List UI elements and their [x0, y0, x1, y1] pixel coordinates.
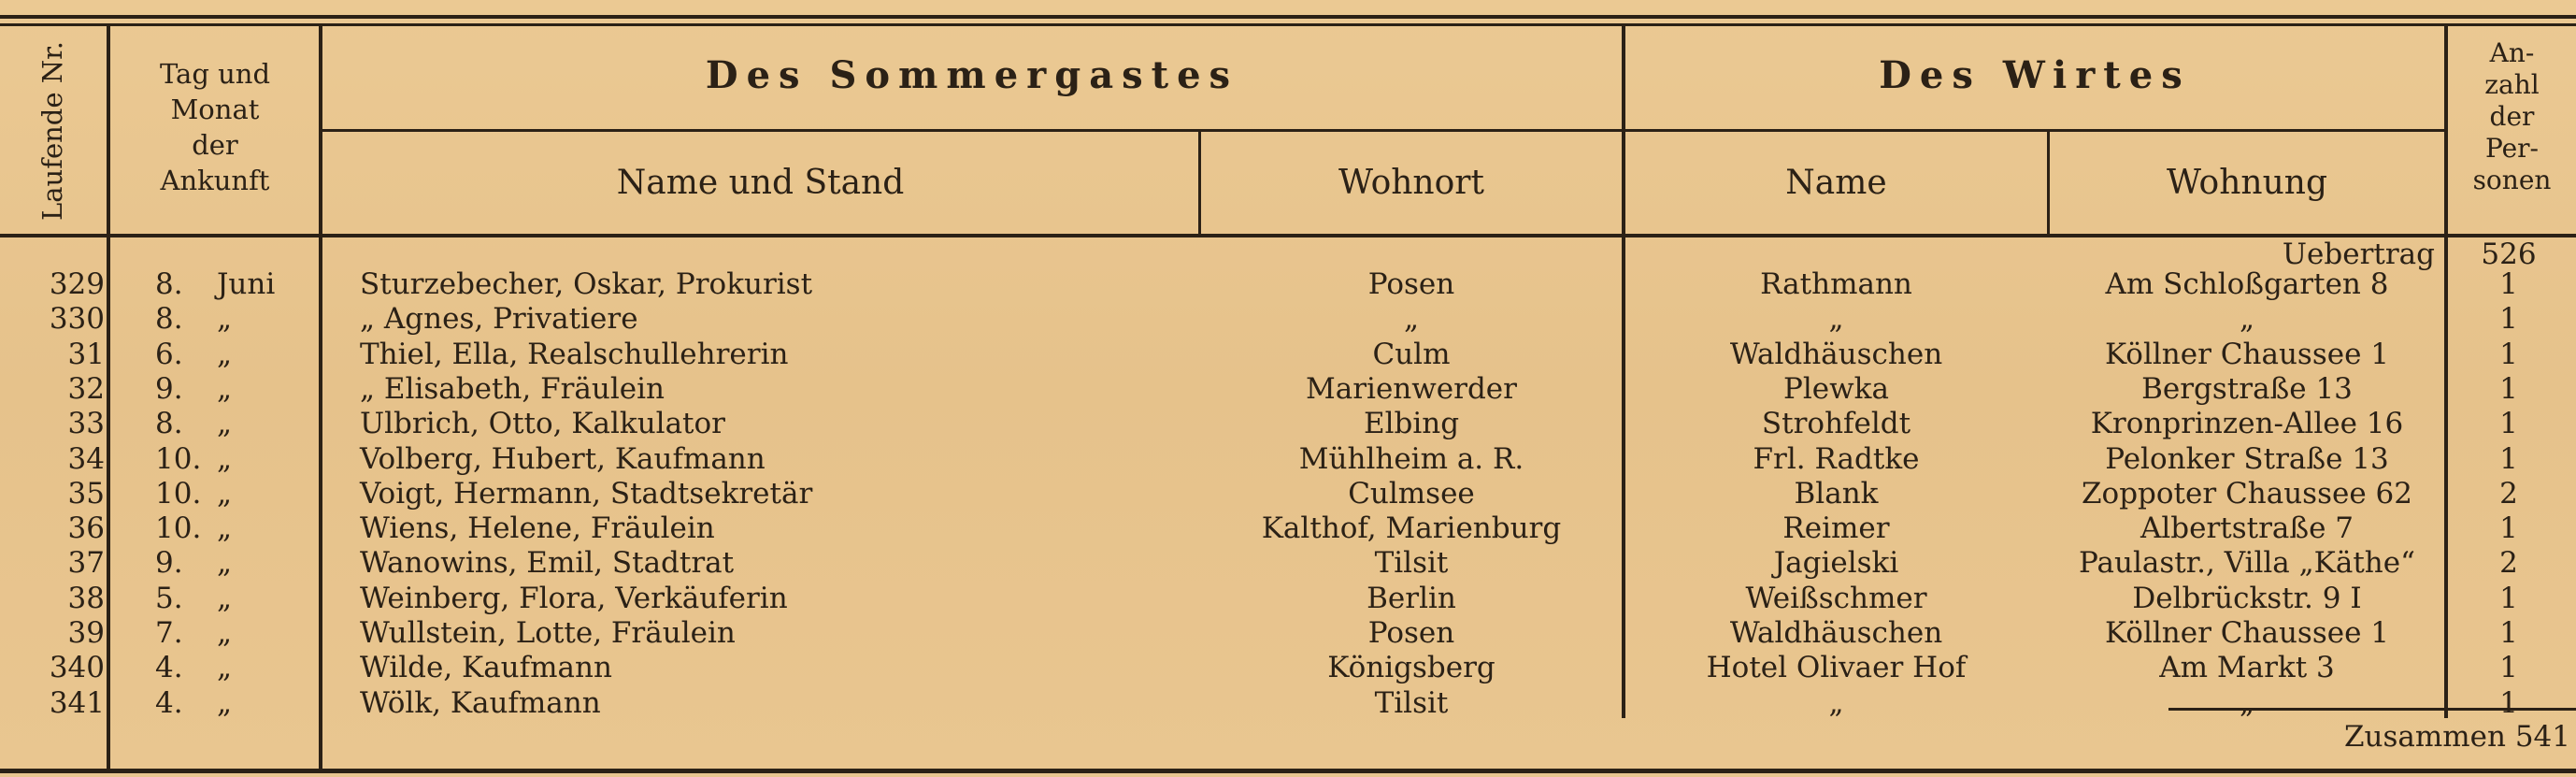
- cell-host-name: Blank: [1794, 476, 1879, 511]
- header-bottom-rule: [0, 234, 2576, 237]
- cell-month: „: [217, 685, 233, 720]
- cell-host-name: Jagielski: [1773, 546, 1899, 581]
- cell-nr: 33: [67, 407, 105, 441]
- cell-host-address: Pelonker Straße 13: [2105, 441, 2389, 476]
- table-row: [0, 685, 2576, 721]
- cell-host-name: Plewka: [1783, 371, 1889, 406]
- cell-day: 10.: [155, 476, 202, 511]
- cell-day: 8.: [155, 267, 183, 301]
- header-host-group: Des Wirtes: [1879, 53, 2191, 97]
- cell-host-name: Frl. Radtke: [1753, 441, 1920, 476]
- cell-count: 1: [2499, 371, 2518, 406]
- cell-host-name: „: [1828, 685, 1844, 720]
- cell-day: 4.: [155, 685, 183, 720]
- cell-host-address: Zoppoter Chaussee 62: [2082, 476, 2412, 511]
- cell-nr: 31: [67, 337, 105, 371]
- header-laufende-nr: Laufende Nr.: [36, 40, 68, 222]
- cell-count: 1: [2499, 511, 2518, 546]
- cell-host-name: Reimer: [1782, 511, 1890, 546]
- total-line: [2225, 720, 2570, 754]
- cell-guest-name: Thiel, Ella, Realschullehrerin: [360, 337, 789, 371]
- cell-count: 1: [2499, 302, 2518, 337]
- cell-month: „: [217, 337, 233, 371]
- cell-day: 9.: [155, 371, 183, 406]
- cell-month: „: [217, 371, 233, 406]
- header-guest-group: Des Sommergastes: [705, 53, 1239, 97]
- cell-count: 1: [2499, 337, 2518, 371]
- cell-guest-name: Wullstein, Lotte, Fräulein: [360, 616, 736, 650]
- cell-nr: 36: [67, 511, 105, 546]
- total-value: 541: [2514, 720, 2570, 754]
- cell-guest-place: Kalthof, Marienburg: [1261, 511, 1562, 546]
- cell-nr: 38: [67, 581, 105, 615]
- cell-guest-place: Elbing: [1363, 407, 1460, 441]
- cell-guest-place: Mühlheim a. R.: [1298, 441, 1524, 476]
- cell-host-address: Delbrückstr. 9 I: [2132, 581, 2362, 615]
- cell-month: Juni: [217, 267, 276, 301]
- cell-guest-name: Wilde, Kaufmann: [360, 651, 612, 685]
- cell-month: „: [217, 581, 233, 615]
- carryover-value: 526: [2481, 237, 2537, 271]
- table-row: [0, 266, 2576, 302]
- cell-host-address: Albertstraße 7: [2140, 511, 2354, 546]
- cell-guest-name: Wölk, Kaufmann: [360, 685, 601, 720]
- cell-day: 4.: [155, 651, 183, 685]
- cell-count: 1: [2499, 267, 2518, 301]
- cell-host-address: Paulastr., Villa „Käthe“: [2079, 546, 2415, 581]
- cell-host-address: Bergstraße 13: [2141, 371, 2353, 406]
- cell-count: 1: [2499, 581, 2518, 615]
- cell-host-name: Hotel Olivaer Hof: [1706, 651, 1967, 685]
- table-row: [0, 406, 2576, 441]
- cell-guest-place: Königsberg: [1327, 651, 1496, 685]
- cell-guest-place: Posen: [1367, 616, 1455, 650]
- cell-month: „: [217, 441, 233, 476]
- cell-host-name: Rathmann: [1760, 267, 1912, 301]
- cell-count: 2: [2499, 546, 2518, 581]
- cell-guest-place: Tilsit: [1374, 685, 1449, 720]
- cell-day: 8.: [155, 302, 183, 337]
- cell-nr: 341: [49, 685, 105, 720]
- group-rule: [322, 129, 2444, 132]
- cell-month: „: [217, 546, 233, 581]
- table-row: [0, 371, 2576, 407]
- top-rule-thin: [0, 23, 2576, 26]
- cell-month: „: [217, 407, 233, 441]
- header-host-name: Name: [1785, 164, 1887, 202]
- table-row: [0, 545, 2576, 581]
- cell-guest-place: Posen: [1367, 267, 1455, 301]
- cell-day: 5.: [155, 581, 183, 615]
- table-row: [0, 337, 2576, 372]
- cell-day: 10.: [155, 441, 202, 476]
- total-label: Zusammen: [2343, 720, 2506, 754]
- cell-guest-name: Volberg, Hubert, Kaufmann: [360, 441, 766, 476]
- cell-guest-name: Weinberg, Flora, Verkäuferin: [360, 581, 788, 615]
- carryover-label: Uebertrag: [2282, 237, 2435, 271]
- cell-guest-name: Sturzebecher, Oskar, Prokurist: [360, 267, 813, 301]
- cell-host-address: „: [2239, 685, 2255, 720]
- cell-nr: 32: [67, 371, 105, 406]
- cell-guest-place: „: [1403, 302, 1420, 337]
- cell-month: „: [217, 476, 233, 511]
- cell-month: „: [217, 616, 233, 650]
- table-row: [0, 650, 2576, 685]
- cell-day: 8.: [155, 407, 183, 441]
- cell-host-name: Waldhäuschen: [1729, 616, 1943, 650]
- cell-host-name: Weißschmer: [1745, 581, 1927, 615]
- cell-nr: 330: [49, 302, 105, 337]
- table-row: [0, 581, 2576, 616]
- header-count: An- zahl der Per- sonen: [2472, 37, 2552, 195]
- table-row: [0, 301, 2576, 337]
- cell-count: 1: [2499, 685, 2518, 720]
- cell-host-address: Köllner Chaussee 1: [2104, 616, 2390, 650]
- cell-guest-place: Culm: [1372, 337, 1451, 371]
- cell-month: „: [217, 651, 233, 685]
- cell-count: 1: [2499, 651, 2518, 685]
- cell-guest-place: Tilsit: [1374, 546, 1449, 581]
- table-row: [0, 511, 2576, 546]
- table-row: [0, 476, 2576, 511]
- cell-count: 1: [2499, 616, 2518, 650]
- bottom-rule: [0, 769, 2576, 773]
- cell-nr: 39: [67, 616, 105, 650]
- cell-guest-place: Berlin: [1367, 581, 1456, 615]
- cell-guest-name: „ Agnes, Privatiere: [360, 302, 638, 337]
- cell-day: 6.: [155, 337, 183, 371]
- cell-nr: 340: [49, 651, 105, 685]
- cell-host-address: Am Schloßgarten 8: [2105, 267, 2389, 301]
- cell-nr: 35: [67, 476, 105, 511]
- header-host-address: Wohnung: [2166, 164, 2328, 202]
- cell-guest-name: Voigt, Hermann, Stadtsekretär: [360, 476, 813, 511]
- cell-guest-name: Wiens, Helene, Fräulein: [360, 511, 715, 546]
- table-row: [0, 441, 2576, 477]
- cell-nr: 329: [49, 267, 105, 301]
- cell-host-address: Kronprinzen-Allee 16: [2090, 407, 2404, 441]
- cell-nr: 34: [67, 441, 105, 476]
- cell-host-address: Köllner Chaussee 1: [2104, 337, 2390, 371]
- cell-month: „: [217, 302, 233, 337]
- cell-guest-place: Marienwerder: [1306, 371, 1517, 406]
- cell-day: 7.: [155, 616, 183, 650]
- header-guest-name: Name und Stand: [616, 164, 905, 202]
- cell-host-address: „: [2239, 302, 2255, 337]
- cell-count: 1: [2499, 441, 2518, 476]
- cell-guest-name: Ulbrich, Otto, Kalkulator: [360, 407, 725, 441]
- cell-day: 9.: [155, 546, 183, 581]
- cell-guest-name: „ Elisabeth, Fräulein: [360, 371, 665, 406]
- cell-host-name: „: [1828, 302, 1844, 337]
- cell-count: 2: [2499, 476, 2518, 511]
- cell-guest-name: Wanowins, Emil, Stadtrat: [360, 546, 735, 581]
- header-date: Tag und Monat der Ankunft: [159, 58, 271, 196]
- cell-host-name: Waldhäuschen: [1729, 337, 1943, 371]
- cell-nr: 37: [67, 546, 105, 581]
- top-rule: [0, 15, 2576, 19]
- cell-host-name: Strohfeldt: [1761, 407, 1911, 441]
- table-row: [0, 615, 2576, 651]
- cell-count: 1: [2499, 407, 2518, 441]
- cell-day: 10.: [155, 511, 202, 546]
- header-guest-place: Wohnort: [1338, 164, 1484, 202]
- cell-host-address: Am Markt 3: [2159, 651, 2335, 685]
- cell-guest-place: Culmsee: [1348, 476, 1475, 511]
- cell-month: „: [217, 511, 233, 546]
